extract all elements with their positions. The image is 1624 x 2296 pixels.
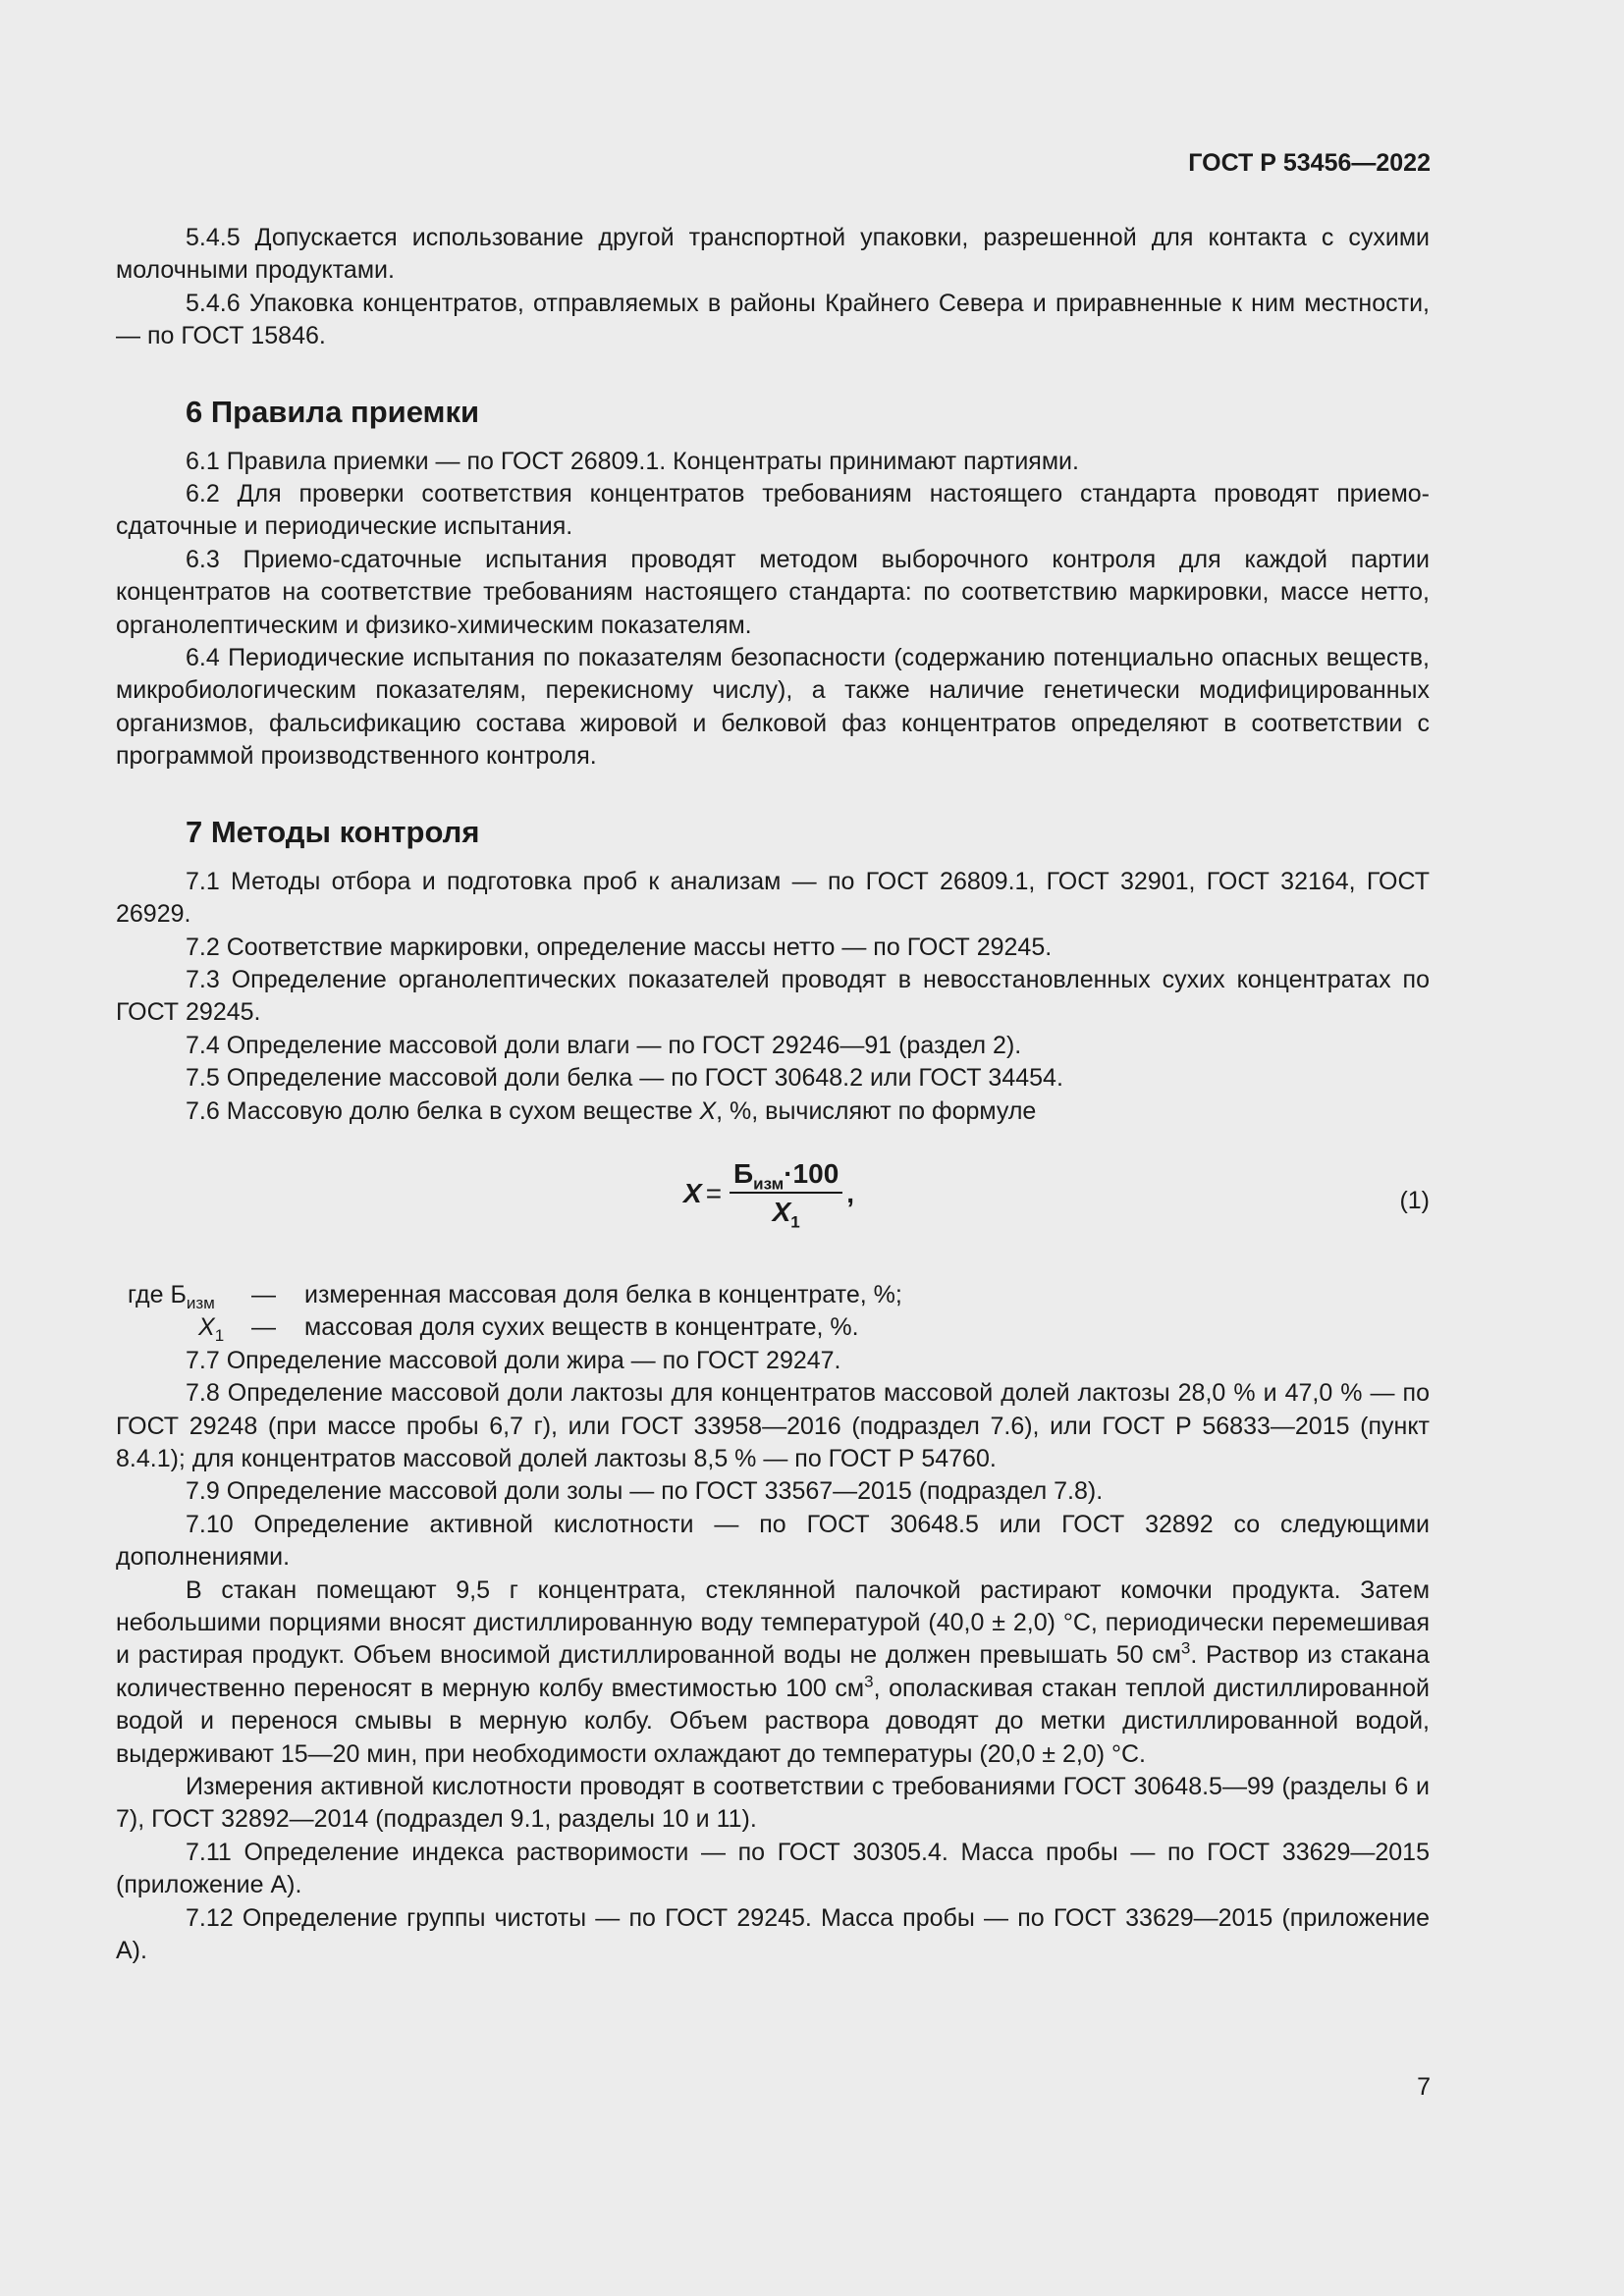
legend-symbol: где $Б_{изм}$	[128, 1280, 215, 1312]
section-6-title: 6 Правила приемки	[186, 394, 480, 429]
paragraph-7-11: 7.11 Определение индекса растворимости — по ГОСТ 30305.4. Масса пробы — по ГОСТ 33629—2015 (приложение А).	[116, 1838, 1430, 1899]
formula-numerator: $Б_{изм}\cdot 100$	[730, 1157, 842, 1194]
formula-lhs: X	[683, 1177, 702, 1208]
document-code-header: ГОСТ Р 53456—2022	[1188, 149, 1431, 177]
paragraph-7-4: 7.4 Определение массовой доли влаги — по ГОСТ 29246—91 (раздел 2).	[186, 1031, 1022, 1059]
paragraph-7-5: 7.5 Определение массовой доли белка — по ГОСТ 30648.2 или ГОСТ 34454.	[186, 1064, 1063, 1093]
paragraph-7-8: 7.8 Определение массовой доли лактозы для концентратов массовой долей лактозы 28,0 % и 47,0 % — по ГОСТ 29248 (при массе пробы 6,7 г), или ГОСТ 33958—2016 (подраздел 7.6), или ГОСТ Р 56833—2015 (пункт 8.4.1); для концентратов массовой долей лактозы 8,5 % — по ГОСТ Р 54760.	[116, 1379, 1430, 1472]
p76-variable: X	[699, 1096, 717, 1125]
legend-description: массовая доля сухих веществ в концентрате, %.	[304, 1313, 859, 1342]
paragraph-7-3: 7.3 Определение органолептических показателей проводят в невосстановленных сухих концентратах по ГОСТ 29245.	[116, 965, 1430, 1027]
paragraph-7-1: 7.1 Методы отбора и подготовка проб к анализам — по ГОСТ 26809.1, ГОСТ 32901, ГОСТ 32164, ГОСТ 26929.	[116, 867, 1430, 929]
legend-symbol: $X_1$	[198, 1313, 225, 1346]
legend-dash: —	[251, 1313, 276, 1342]
legend-dash: —	[251, 1280, 276, 1308]
paragraph-6-3: 6.3 Приемо-сдаточные испытания проводят методом выборочного контроля для каждой партии концентратов на соответствие требованиям настоящего стандарта: по соответствию маркировки, массе нетто, органолептическим и физико-химическим показателям.	[116, 545, 1430, 639]
paragraph-7-12: 7.12 Определение группы чистоты — по ГОСТ 29245. Масса пробы — по ГОСТ 33629—2015 (приложение А).	[116, 1903, 1430, 1965]
legend-row-x1	[116, 1311, 1430, 1344]
paragraph-acidity-measurement: Измерения активной кислотности проводят в соответствии с требованиями ГОСТ 30648.5—99 (разделы 6 и 7), ГОСТ 32892—2014 (подраздел 9.1, разделы 10 и 11).	[116, 1773, 1430, 1834]
paragraph-7-2: 7.2 Соответствие маркировки, определение массы нетто — по ГОСТ 29245.	[186, 933, 1053, 961]
paragraph-6-1: 6.1 Правила приемки — по ГОСТ 26809.1. Концентраты принимают партиями.	[186, 447, 1079, 475]
formula-1	[116, 1157, 1430, 1252]
paragraph-5-4-6: 5.4.6 Упаковка концентратов, отправляемых в районы Крайнего Севера и приравненные к ним местности, — по ГОСТ 15846.	[116, 289, 1430, 350]
formula-denominator: $X_1$	[772, 1197, 800, 1232]
formula-number: (1)	[1399, 1186, 1430, 1214]
paragraph-6-4: 6.4 Периодические испытания по показателям безопасности (содержанию потенциально опасных веществ, микробиологическим показателям, перекисному числу), а также наличие генетически модифицированных организмов, фальсификацию состава жировой и белковой фаз концентратов определяют в соответствии с программой производственного контроля.	[116, 644, 1430, 771]
p76-text-before: 7.6 Массовую долю белка в сухом веществе	[186, 1096, 700, 1125]
paragraph-7-6	[116, 1095, 1430, 1128]
section-7-title: 7 Методы контроля	[186, 814, 480, 849]
formula-equals: =	[705, 1177, 723, 1208]
legend-description: измеренная массовая доля белка в концентрате, %;	[304, 1280, 902, 1308]
paragraph-7-9: 7.9 Определение массовой доли золы — по ГОСТ 33567—2015 (подраздел 7.8).	[186, 1477, 1104, 1506]
page-number: 7	[1417, 2073, 1431, 2101]
formula-comma: ,	[846, 1177, 855, 1208]
paragraph-7-7: 7.7 Определение массовой доли жира — по ГОСТ 29247.	[186, 1346, 841, 1374]
formula-expression	[683, 1157, 855, 1232]
page-content	[116, 222, 1430, 1967]
paragraph-5-4-5: 5.4.5 Допускается использование другой транспортной упаковки, разрешенной для контакта с сухими молочными продуктами.	[116, 224, 1430, 285]
paragraph-7-10: 7.10 Определение активной кислотности — по ГОСТ 30648.5 или ГОСТ 32892 со следующими дополнениями.	[116, 1510, 1430, 1572]
legend-row-b-izm	[116, 1279, 1430, 1311]
paragraph-6-2: 6.2 Для проверки соответствия концентратов требованиям настоящего стандарта проводят приемо-сдаточные и периодические испытания.	[116, 480, 1430, 541]
p76-text-after: , %, вычисляют по формуле	[716, 1096, 1037, 1125]
paragraph-beaker-procedure: В стакан помещают 9,5 г концентрата, стеклянной палочкой растирают комочки продукта. Затем небольшими порциями вносят дистиллированную воду температурой (40,0 ± 2,0) °С, периодически перемешивая и растирая продукт. Объем вносимой дистиллированной воды не должен превышать 50 $см^3$. Раствор из стакана количественно переносят в мерную колбу вместимостью 100 $см^3$, ополаскивая стакан теплой дистиллированной водой и перенося смывы в мерную колбу. Объем раствора доводят до метки дистиллированной водой, выдерживают 15—20 мин, при необходимости охлаждают до температуры (20,0 ± 2,0) °С.	[116, 1575, 1430, 1768]
formula-fraction	[730, 1157, 842, 1232]
